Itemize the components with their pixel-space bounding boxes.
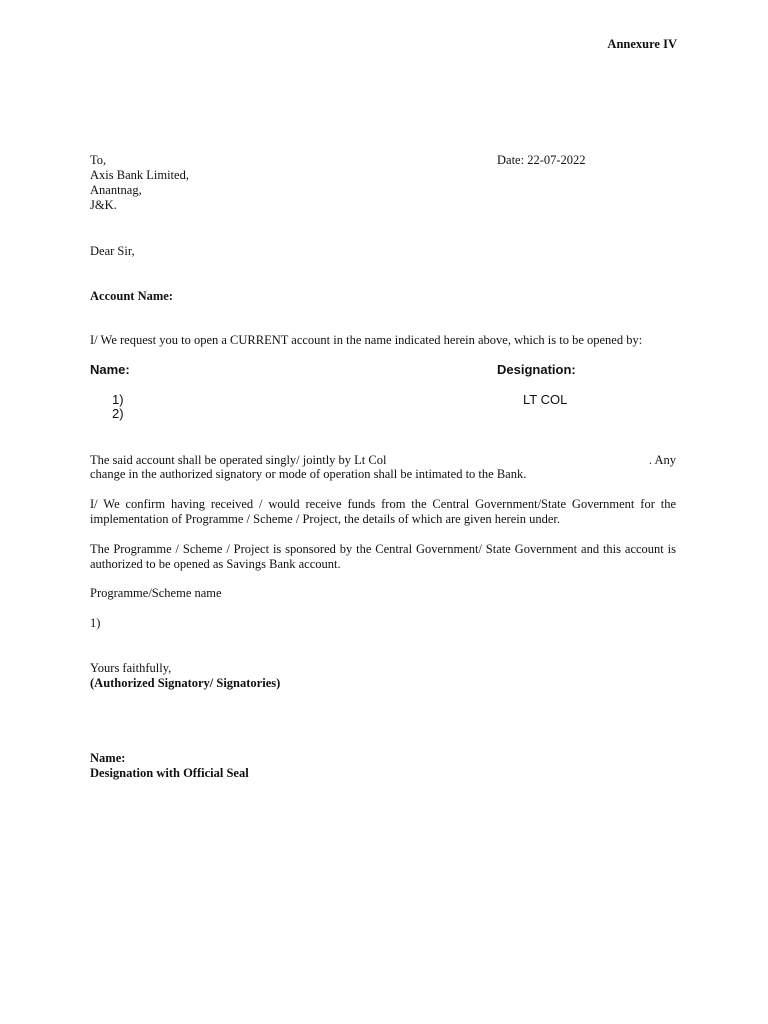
- address-line: To,: [90, 153, 107, 167]
- operation-text-line2: change in the authorized signatory or mode of operation shall be intimated to the Bank.: [90, 467, 527, 481]
- operation-text-end: . Any: [648, 453, 676, 467]
- annexure-label: Annexure IV: [607, 37, 677, 51]
- footer-designation-label: Designation with Official Seal: [90, 766, 249, 780]
- closing: Yours faithfully,: [90, 661, 172, 675]
- confirm-paragraph: I/ We confirm having received / would receive funds from the Central Government/State Government for the implementation of Programme / Scheme / Project, the details of which are given herein under.: [90, 497, 676, 526]
- account-name-label: Account Name:: [90, 289, 173, 303]
- address-line: Axis Bank Limited,: [90, 168, 189, 182]
- address-line: Anantnag,: [90, 183, 142, 197]
- name-header: Name:: [90, 362, 130, 377]
- programme-label: Programme/Scheme name: [90, 586, 222, 600]
- footer-name-label: Name:: [90, 751, 126, 765]
- signatory-number: 2): [112, 406, 124, 421]
- signatory-designation: LT COL: [523, 392, 568, 407]
- letter-date: Date: 22-07-2022: [497, 153, 586, 167]
- authorized-signatory: (Authorized Signatory/ Signatories): [90, 676, 281, 690]
- signatory-number: 1): [112, 392, 124, 407]
- operation-text: The said account shall be operated singly/ jointly by Lt Col: [90, 453, 387, 467]
- salutation: Dear Sir,: [90, 244, 135, 258]
- sponsor-paragraph: The Programme / Scheme / Project is sponsored by the Central Government/ State Government and this account is authorized to be opened as Savings Bank account.: [90, 542, 676, 571]
- designation-header: Designation:: [497, 362, 576, 377]
- programme-item: 1): [90, 616, 101, 630]
- address-line: J&K.: [90, 198, 117, 212]
- recipient-address: [90, 153, 189, 213]
- request-text: I/ We request you to open a CURRENT account in the name indicated herein above, which is to be opened by:: [90, 333, 643, 347]
